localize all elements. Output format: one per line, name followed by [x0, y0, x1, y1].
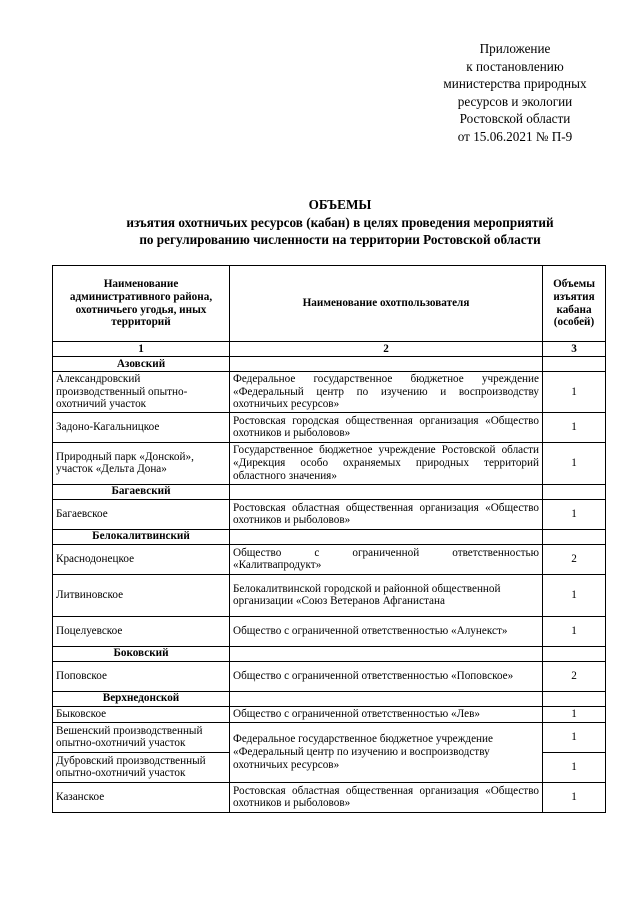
user-cell: Ростовская областная общественная организация «Общество охотников и рыболовов» — [230, 782, 543, 812]
user-cell: Белокалитвинской городской и районной общественной организации «Союз Ветеранов Афганистана — [230, 574, 543, 616]
header-qty: Объемы изъятия кабана (особей) — [543, 266, 606, 342]
user-cell: Федеральное государственное бюджетное учреждение «Федеральный центр по изучению и воспроизводству охотничьих ресурсов» — [230, 722, 543, 782]
column-number: 2 — [230, 342, 543, 357]
district-row — [53, 691, 606, 706]
area-cell: Задоно-Кагальницкое — [53, 412, 230, 442]
qty-cell: 1 — [543, 722, 606, 752]
district-name: Боковский — [53, 646, 230, 661]
header-row — [53, 266, 606, 342]
header-user: Наименование охотпользователя — [230, 266, 543, 342]
column-number: 3 — [543, 342, 606, 357]
table-row — [53, 722, 606, 752]
district-row — [53, 529, 606, 544]
user-cell: Государственное бюджетное учреждение Ростовской области «Дирекция особо охраняемых природных территорий областного значения» — [230, 442, 543, 484]
area-cell: Литвиновское — [53, 574, 230, 616]
appendix-line: министерства природных — [443, 76, 587, 92]
qty-cell: 1 — [543, 616, 606, 646]
district-name: Белокалитвинский — [53, 529, 230, 544]
qty-cell: 2 — [543, 544, 606, 574]
table-row — [53, 782, 606, 812]
table-row — [53, 661, 606, 691]
user-cell: Общество с ограниченной ответственностью «Поповское» — [230, 661, 543, 691]
table-row — [53, 372, 606, 413]
volumes-table — [52, 265, 606, 813]
user-cell: Общество с ограниченной ответственностью «Калитвапродукт» — [230, 544, 543, 574]
area-cell: Природный парк «Донской», участок «Дельта Дона» — [53, 442, 230, 484]
district-name: Азовский — [53, 357, 230, 372]
appendix-block — [420, 40, 610, 146]
user-cell: Общество с ограниченной ответственностью «Лев» — [230, 706, 543, 722]
qty-cell: 1 — [543, 574, 606, 616]
column-number: 1 — [53, 342, 230, 357]
qty-cell: 1 — [543, 372, 606, 413]
qty-cell: 1 — [543, 782, 606, 812]
appendix-line: от 15.06.2021 № П-9 — [457, 128, 573, 144]
district-name: Багаевский — [53, 484, 230, 499]
title-line: по регулированию численности на территории Ростовской области — [139, 232, 541, 248]
table-row — [53, 706, 606, 722]
appendix-line: Приложение — [479, 41, 551, 56]
area-cell: Александровский производственный опытно-охотничий участок — [53, 372, 230, 413]
qty-cell: 1 — [543, 412, 606, 442]
appendix-line: к постановлению — [466, 58, 564, 74]
area-cell: Поповское — [53, 661, 230, 691]
appendix-line: Ростовской области — [459, 111, 571, 127]
column-number-row — [53, 342, 606, 357]
user-cell: Федеральное государственное бюджетное учреждение «Федеральный центр по изучению и воспроизводству охотничьих ресурсов» — [230, 372, 543, 413]
area-cell: Краснодонецкое — [53, 544, 230, 574]
area-cell: Поцелуевское — [53, 616, 230, 646]
table-row — [53, 499, 606, 529]
appendix-line: ресурсов и экологии — [457, 93, 573, 109]
title-line: изъятия охотничьих ресурсов (кабан) в целях проведения мероприятий — [126, 214, 554, 230]
document-title — [40, 196, 640, 249]
qty-cell: 1 — [543, 442, 606, 484]
user-cell: Ростовская городская общественная организация «Общество охотников и рыболовов» — [230, 412, 543, 442]
area-cell: Быковское — [53, 706, 230, 722]
area-cell: Дубровский производственный опытно-охотничий участок — [53, 752, 230, 782]
table-row — [53, 616, 606, 646]
qty-cell: 2 — [543, 661, 606, 691]
title-heading: ОБЪЕМЫ — [308, 197, 372, 212]
area-cell: Казанское — [53, 782, 230, 812]
district-row — [53, 357, 606, 372]
qty-cell: 1 — [543, 752, 606, 782]
district-row — [53, 646, 606, 661]
table-row — [53, 574, 606, 616]
district-row — [53, 484, 606, 499]
table-row — [53, 442, 606, 484]
table-row — [53, 544, 606, 574]
area-cell: Вешенский производственный опытно-охотничий участок — [53, 722, 230, 752]
user-cell: Ростовская областная общественная организация «Общество охотников и рыболовов» — [230, 499, 543, 529]
header-area: Наименование административного района, охотничьего угодья, иных территорий — [53, 266, 230, 342]
qty-cell: 1 — [543, 499, 606, 529]
user-cell: Общество с ограниченной ответственностью «Алунекст» — [230, 616, 543, 646]
area-cell: Багаевское — [53, 499, 230, 529]
qty-cell: 1 — [543, 706, 606, 722]
district-name: Верхнедонской — [53, 691, 230, 706]
table-row — [53, 412, 606, 442]
